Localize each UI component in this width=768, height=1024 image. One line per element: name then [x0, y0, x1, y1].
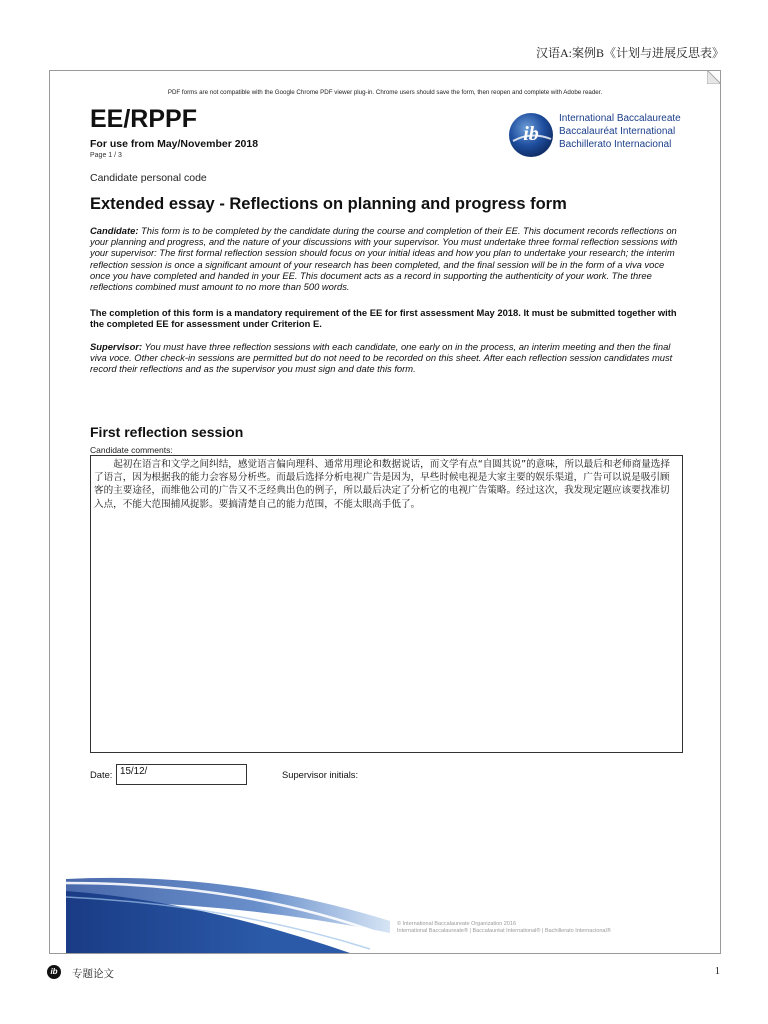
svg-text:ib: ib [523, 123, 539, 145]
mandatory-notice: The completion of this form is a mandatory requirement of the EE for first assessment May 2018. It must be submitted together with the completed EE for assessment under Criterion E. [90, 307, 677, 330]
page-corner-fold [707, 70, 721, 84]
form-title: Extended essay - Reflections on planning and progress form [90, 195, 567, 213]
ib-logo [507, 109, 687, 161]
copyright-line-2: International Baccalaureate® | Baccalauréat International® | Bachillerato Internacional® [397, 928, 611, 934]
supervisor-initials-label: Supervisor initials: [282, 769, 359, 780]
footer-label: 专题论文 [72, 969, 114, 980]
ib-footer-icon: ib [47, 965, 61, 979]
supervisor-instructions [90, 341, 684, 375]
form-page [49, 70, 721, 954]
copyright [397, 921, 611, 935]
section-title: First reflection session [90, 424, 244, 440]
candidate-text: This form is to be completed by the candidate during the course and completion of their EE. This document records reflections on your planning and progress, and the nature of your discussions with your supervisor. You must undertake three formal reflection sessions with your supervisor: The first formal reflection session should focus on your initial ideas and how you plan to undertake your research; the interim reflection session is once a significant amount of your research has been completed, and the final session will be in the form of a viva voce once you have completed and handed in your EE. This document acts as a record in supporting the authenticity of your work. The three reflections combined must amount to no more than 500 words. [90, 225, 678, 293]
for-use-text: For use from May/November 2018 [90, 138, 259, 150]
copyright-line-1: © International Baccalaureate Organization 2016 [397, 921, 517, 927]
date-field[interactable]: 15/12/ [116, 764, 247, 785]
footer-page-number: 1 [714, 966, 720, 977]
page-count: Page 1 / 3 [90, 152, 122, 159]
supervisor-label: Supervisor: [90, 341, 143, 352]
candidate-instructions [90, 225, 684, 292]
logo-name-en: International Baccalaureate [559, 113, 681, 124]
logo-name-es: Bachillerato Internacional [559, 139, 672, 150]
logo-name-fr: Baccalauréat International [559, 126, 676, 137]
ib-swoosh-graphic [50, 861, 720, 953]
candidate-comments-field[interactable]: 起初在语言和文学之间纠结，感觉语言偏向理科、通常用理论和数据说话，而文学有点“自圆其说”的意味，所以最后和老师商量选择了语言，因为根据我的能力会容易分析些。而最后选择分析电视广告是因为，早些时候电视是大家主要的娱乐渠道，广告可以说是吸引顾客的主要途径，而维他公司的广告又不乏经典出色的例子，所以最后决定了分析它的电视广告策略。经过这次，我发现定题应该要找准切入点，不能大范围捕风捉影。要搞清楚自己的能力范围，不能太眼高手低了。 [90, 455, 683, 753]
page-header: 汉语A:案例B《计划与进展反思表》 [535, 46, 724, 60]
candidate-code-label: Candidate personal code [90, 172, 207, 184]
pdf-notice: PDF forms are not compatible with the Google Chrome PDF viewer plug-in. Chrome users should save the form, then reopen and complete with Adobe reader. [167, 89, 603, 96]
supervisor-text: You must have three reflection sessions with each candidate, one early on in the process, an interim meeting and then the final viva voce. Other check-in sessions are permitted but do not need to be recorded on this sheet. After each reflection session candidates must record their reflections and as the supervisor you must sign and date this form. [90, 341, 673, 375]
ib-globe-icon [507, 111, 555, 159]
candidate-label: Candidate: [90, 225, 139, 236]
form-code: EE/RPPF [90, 105, 197, 133]
candidate-comments-label: Candidate comments: [90, 445, 173, 455]
date-label: Date: [90, 769, 113, 780]
